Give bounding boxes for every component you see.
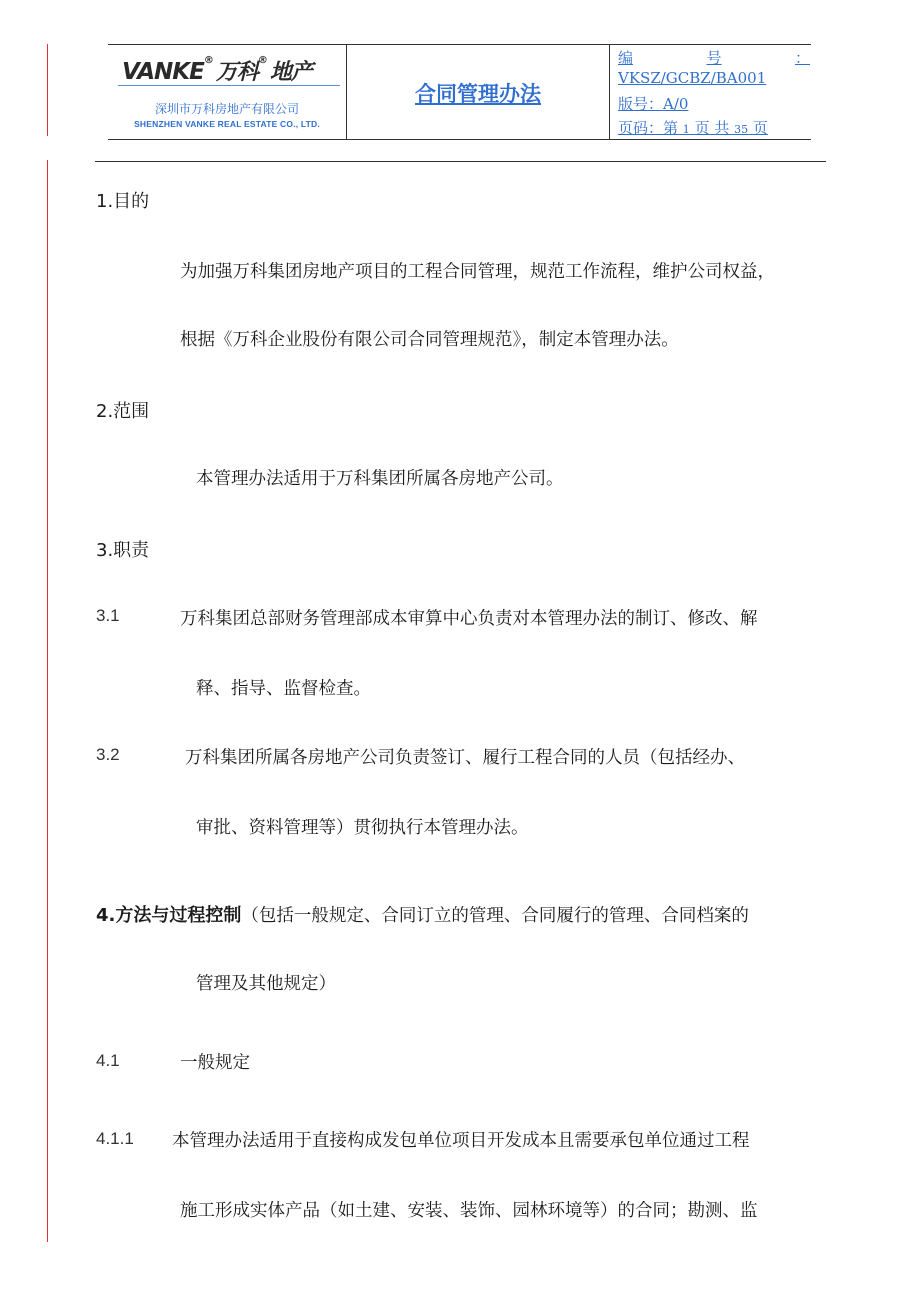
doc-version: 版号：A/0 bbox=[618, 95, 689, 113]
item-4-1-number: 4.1 bbox=[96, 1051, 120, 1070]
header-meta-cell bbox=[610, 45, 811, 139]
item-3-1-line-2: 释、指导、监督检查。 bbox=[196, 679, 371, 699]
item-3-2-line-1: 万科集团所属各房地产公司负责签订、履行工程合同的人员（包括经办、 bbox=[185, 748, 745, 768]
section-3-title: 3.职责 bbox=[96, 540, 150, 561]
section-2-para: 本管理办法适用于万科集团所属各房地产公司。 bbox=[196, 469, 564, 489]
section-2-title: 2.范围 bbox=[96, 401, 150, 422]
vanke-logo: VANKE®万科®地产 bbox=[122, 55, 312, 85]
company-name-en: SHENZHEN VANKE REAL ESTATE CO., LTD. bbox=[134, 119, 320, 129]
company-name-cn: 深圳市万科房地产有限公司 bbox=[154, 102, 299, 116]
doc-code-value: VKSZ/GCBZ/BA001 bbox=[618, 69, 767, 87]
section-1-para-line-2: 根据《万科企业股份有限公司合同管理规范》，制定本管理办法。 bbox=[180, 330, 679, 350]
header-title-cell bbox=[347, 45, 610, 139]
header-logo-cell bbox=[108, 45, 347, 139]
document-title: 合同管理办法 bbox=[415, 82, 541, 106]
section-1-para-line-1: 为加强万科集团房地产项目的工程合同管理，规范工作流程，维护公司权益， bbox=[180, 262, 775, 282]
item-4-1-1-number: 4.1.1 bbox=[96, 1129, 134, 1148]
logo-divider bbox=[118, 85, 340, 86]
header-rule bbox=[95, 161, 826, 162]
section-1-title: 1.目的 bbox=[96, 191, 150, 212]
section-4-title-line-1: 4.方法与过程控制（包括一般规定、合同订立的管理、合同履行的管理、合同档案的 bbox=[96, 905, 749, 926]
item-4-1-title: 一般规定 bbox=[180, 1053, 250, 1073]
page-number: 页码：第 1 页 共 35 页 bbox=[618, 119, 768, 137]
section-4-title-line-2: 管理及其他规定） bbox=[196, 974, 336, 994]
margin-line-top bbox=[47, 44, 48, 136]
item-3-1-number: 3.1 bbox=[96, 606, 120, 625]
item-3-2-line-2: 审批、资料管理等）贯彻执行本管理办法。 bbox=[196, 818, 529, 838]
item-4-1-1-line-2: 施工形成实体产品（如土建、安装、装饰、园林环境等）的合同；勘测、监 bbox=[180, 1201, 758, 1221]
item-3-1-line-1: 万科集团总部财务管理部成本审算中心负责对本管理办法的制订、修改、解 bbox=[180, 609, 758, 629]
doc-code-label: 编 号 ： bbox=[618, 49, 810, 67]
item-4-1-1-line-1: 本管理办法适用于直接构成发包单位项目开发成本且需要承包单位通过工程 bbox=[172, 1131, 750, 1151]
margin-line bbox=[47, 160, 48, 1242]
document-header bbox=[108, 44, 811, 140]
item-3-2-number: 3.2 bbox=[96, 745, 120, 764]
